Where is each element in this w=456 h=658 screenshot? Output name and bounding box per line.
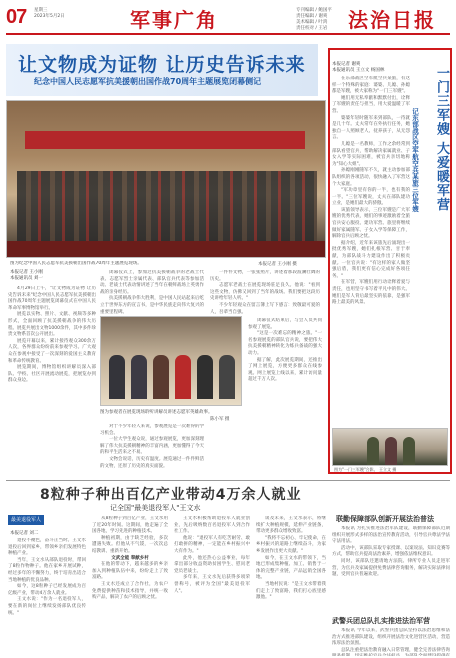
hero-headline: 让文物成为证物 让历史告诉未来 xyxy=(18,54,306,76)
paragraph: 展览以实物、照片、文献、视频等多种形式，全面回顾了抗美援朝战争的伟大历程。展览共展出文物1000余件，其中多件珍贵文物系首次公开展出。 xyxy=(8,312,96,338)
paragraph: 多年来，王文水先后获得多项荣誉称号，被评为全国"最美退役军人"。 xyxy=(174,575,250,594)
paragraph: 王文水说："作为一名退役军人，要在新的岗位上继续发扬部队优良传统。" xyxy=(8,597,86,616)
paragraph: 闭幕仪式上，参加过抗美援朝战争的老战士代表、志愿军烈士亲属代表、部队官兵代表等参加活动。老战士代表动情讲述了当年在朝鲜战场上英勇作战的亲身经历。 xyxy=(100,270,204,295)
bottom-headline: 8粒种子种出百亿产业带动4万余人就业 xyxy=(40,487,302,503)
paragraph: 志愿军老战士在展览现场驻足良久。他说："看到这些文物，仿佛又回到了当年的战场。我们要把这段历史讲给年轻人听。" xyxy=(210,283,320,302)
feature-byline xyxy=(332,62,384,74)
article-byline xyxy=(10,270,43,282)
family-photo xyxy=(332,428,448,466)
paragraph: "这是一次难忘的精神之旅。"一名参观展览的部队官兵说，要把伟大抗美援朝精神转化为练兵备战的强大动力。 xyxy=(248,331,322,356)
paragraph: "军功章里有你的一半，也有我的一半。"三位军嫂说，丈夫在部队建功立业，是她们最大的骄傲。 xyxy=(332,188,410,207)
exhibition-photo xyxy=(6,100,326,258)
paragraph: 婆婆年轻时随军来到部队，一待就是几十年。丈夫常年在外执行任务，她独自一人照顾老人、抚养孩子，从无怨言。 xyxy=(332,115,410,141)
paragraph: 展览期间，博物馆组织讲解员深入部队、学校、社区开展流动展览，把展览办到群众身边。 xyxy=(8,365,96,384)
feature-headline: 一门三军嫂 大爱暖军营 xyxy=(434,66,449,212)
feature-body xyxy=(332,76,410,426)
bottom-column-1 xyxy=(8,538,86,654)
paragraph: 展览开幕以来，累计接待观众300余万人次，各界群众纷纷前来参观学习。广大观众在参观中接受了一次深刻的爱国主义教育和革命传统教育。 xyxy=(8,338,96,364)
visitors-photo xyxy=(100,316,242,406)
byline-line: 本报记者 谢爽 xyxy=(332,62,361,67)
paragraph: 在东部战区空军航空兵某旅，有这样一个特殊的家庭：婆婆、儿媳、孙媳都是军嫂，被大家称为"一门三军嫂"。 xyxy=(332,76,410,95)
paragraph: 如今，这8粒种子已经发展成为百亿级产业，带动4万余人就业。 xyxy=(8,584,86,596)
paragraph: 此外，他还热心公益事业，每年拿出部分收益资助贫困学生、慰问老党员老战士。 xyxy=(174,555,250,574)
paragraph: 当地村民说："是王文水带着我们走上了致富路，我们打心底里感激他。" xyxy=(256,581,326,601)
paragraph: 王文水还成立了合作社，为农户免费提供种苗和技术指导，并统一收购产品，解决了农户的后顾之忧。 xyxy=(92,581,168,601)
photo-credit: 陈小军 摄 xyxy=(210,417,230,422)
photo-caption: 图为参观者在展览现场聆听讲解员讲述志愿军英雄故事。 xyxy=(100,410,213,415)
bottom-column-2 xyxy=(92,516,168,654)
paragraph: 当年，王文水从部队退役时，带回了8粒作物种子。他在家乡开展试种，经过多年的不懈努力，终于培育出适合当地种植的优良品种。 xyxy=(8,557,86,583)
paragraph: 文物会说话，历史有温度。展览通过一件件鲜活的文物，还原了历史的真实面貌。 xyxy=(100,456,204,469)
paragraph: 王文水积极帮助退役军人就业创业，先后吸纳数百名退役军人到合作社工作。 xyxy=(174,516,250,535)
article-column-3 xyxy=(210,270,320,314)
paragraph: "我将不忘初心、牢记使命，在乡村振兴的道路上继续奋斗，为家乡发展作出更大贡献。" xyxy=(256,535,326,554)
paragraph: 抗美援朝战争伟大胜利，是中国人民站起来后屹立于世界东方的宣言书，是中华民族走向伟大复兴的重要里程碑。 xyxy=(100,296,204,314)
paragraph: 本报讯 今年以来，武警兵团总队坚持以法治思维和法治方式推进部队建设，组织开展法治文化进营区活动，营造浓厚法治氛围。 xyxy=(332,628,450,647)
feature-subheadline: 记东部战区空军航空兵某旅三位军嫂 xyxy=(411,108,419,212)
newspaper-logo: 法治日报 xyxy=(348,8,436,32)
article-column-5 xyxy=(248,318,322,476)
byline-line: 本报通讯员 王立文 杨国林 xyxy=(332,68,385,73)
paragraph: 谈及未来，王文水表示，将继续扩大种植规模，延伸产业链条，带动更多群众增收致富。 xyxy=(256,516,326,535)
brief-body xyxy=(332,526,450,612)
page-number: 07 xyxy=(6,6,27,28)
paragraph: 在军营，军嫂们用行动诠释着爱与责任，也用坚守书写着平凡中的伟大。她们是军人背后最坚实的依靠，是强军路上最美的风景。 xyxy=(332,280,410,306)
bottom-column-3 xyxy=(174,516,250,654)
byline-line: 本报记者 王小刚 xyxy=(10,270,43,275)
photo-credit: 本报记者 王小刚 摄 xyxy=(258,262,297,267)
paragraph: 孙媳刚刚随军不久，就主动参加部队组织的各项活动，很快融入了军营这个大家庭。 xyxy=(332,168,410,187)
hero-subheadline: 纪念中国人民志愿军抗美援朝出国作战70周年主题展览闭幕侧记 xyxy=(34,77,262,86)
paragraph: 据了解，此次展览期间，还推出了网上展览，方便更多群众在线参观。网上展览上线以来，累计访问量超过千万人次。 xyxy=(248,357,322,383)
paragraph: 该旅领导表示，三位军嫂是广大军嫂的优秀代表，她们的事迹激励着全旅官兵安心服役、建功军营。旅里将继续做好家属随军、子女入学等保障工作，解除官兵后顾之忧。 xyxy=(332,207,410,240)
issue-meta xyxy=(34,8,65,20)
editor-line: 美术编辑 / 叶鸿 xyxy=(296,20,328,25)
masthead-rule xyxy=(6,33,450,35)
brief-headline: 联勤保障部队创新开展法治普法 xyxy=(336,515,434,523)
paragraph: 4月29日上午，"让文物成为证物 让历史告诉未来"纪念中国人民志愿军抗美援朝出国作战70周年主题展览闭幕仪式在中国人民革命军事博物馆举行。 xyxy=(8,286,96,311)
issue-weekday: 星期三 xyxy=(34,8,48,13)
paragraph: 儿媳是一名教师，工作之余经常到部队看望官兵，帮助解决家属就业、子女入学等实际困难，被官兵亲切地称为"知心大姐"。 xyxy=(332,141,410,167)
article-column-2 xyxy=(100,270,204,314)
editor-line: 责任校对 / 王岩 xyxy=(296,26,328,31)
editor-line: 责任编辑 / 谢爽 xyxy=(296,14,328,19)
brief-body xyxy=(332,628,450,656)
paragraph: 同时，该部队还邀请地方法院、律所专业人员走进军营，为官兵及家属提供免费法律咨询服务，解决实际法律问题，受到官兵普遍欢迎。 xyxy=(332,558,450,578)
brief-headline: 武警兵团总队扎实推进法治军营 xyxy=(332,617,430,625)
subheading: 文武全能 奉献乡村 xyxy=(111,555,149,561)
bottom-column-4 xyxy=(256,516,326,654)
byline-line: 本报通讯员 刘一 xyxy=(10,276,43,281)
paragraph: 退役不褪色，奋斗正当时。王文水退役后回到家乡，带领乡亲们发展特色种植产业。 xyxy=(8,538,86,557)
bottom-subheadline: 记全国"最美退役军人"王文水 xyxy=(110,504,201,512)
section-divider xyxy=(6,480,450,481)
editor-info xyxy=(296,8,332,32)
article-column-1 xyxy=(8,286,96,474)
section-title: 军事广角 xyxy=(130,8,218,32)
article-byline: 本报记者 刘二 xyxy=(10,531,39,536)
paragraph: 她们用无私奉献和默默付出，诠释了军嫂的责任与担当，用大爱温暖了军营。 xyxy=(332,95,410,114)
paragraph: 对于不少年轻人来说，参观展览是一次难得的学习机会。 xyxy=(100,424,204,436)
paragraph: 活动中，该部队采取专家授课、以案说法、知识竞赛等方式，帮助官兵提高法治素养，增强依法维权意识。 xyxy=(332,545,450,558)
paragraph: 本报讯 为扎实推进法治军队建设，联勤保障部队近期组织开展形式多样的法治宣传教育活动，引导官兵尊法学法守法用法。 xyxy=(332,526,450,545)
masthead xyxy=(0,0,456,40)
paragraph: 一件件文物，一张张照片，讲述着那段波澜壮阔的历史。 xyxy=(210,270,320,282)
article-column-4 xyxy=(100,424,204,476)
paragraph: 如今，在王文水的带领下，当地已形成集种植、加工、销售于一体的完整产业链，产品远销全国各地。 xyxy=(256,555,326,581)
column-tag: 最美退役军人 xyxy=(8,515,44,525)
paragraph: 不少年轻观众在留言簿上写下感言：致敬最可爱的人，吾辈当自强。 xyxy=(210,302,320,314)
paragraph: 闭幕仪式结束后，与会人员共同参观了展览。 xyxy=(248,318,322,330)
paragraph: 总队注重把法治教育融入日常管理，健全完善法律咨询 xyxy=(341,647,450,653)
photo-caption: 图为"一门三军嫂"合影。 王立文 摄 xyxy=(334,467,397,472)
paragraph: 他说："退役军人有吃苦耐劳、敢打敢拼的精神，一定能在乡村振兴中大有作为。" xyxy=(174,535,250,554)
issue-date: 2023年5月2日 xyxy=(34,14,65,19)
paragraph: 在他的带动下，越来越多的乡亲加入到种植队伍中来，纷纷走上了致富路。 xyxy=(92,562,168,581)
editor-line: 专刊编辑 / 鲍国平 xyxy=(296,8,332,13)
paragraph: 据介绍，近年来该旅先后涌现出一批优秀军嫂，她们扎根军营、甘于奉献，为部队战斗力建设作出了积极贡献。一位官兵说："有这样的家人做坚强后盾，我们更有信心完成好各项任务。" xyxy=(332,240,410,279)
photo-caption: 图为纪念中国人民志愿军抗美援朝出国作战70周年主题展览现场。 xyxy=(10,261,142,266)
paragraph: 从8粒种子到百亿产业，王文水用了近20年时间。这期间，他走遍了全国各地，学习先进的种植技术。 xyxy=(92,516,168,535)
paragraph: 一位大学生观众说，通过参观展览，更加深刻理解了伟大抗美援朝精神的丰富内涵，更加懂得了今天的和平生活来之不易。 xyxy=(100,437,204,456)
paragraph: 种植初期，由于缺乏经验，多次遭遇失败。但他从不气馁，一次次总结教训、重新开始。 xyxy=(92,535,168,554)
